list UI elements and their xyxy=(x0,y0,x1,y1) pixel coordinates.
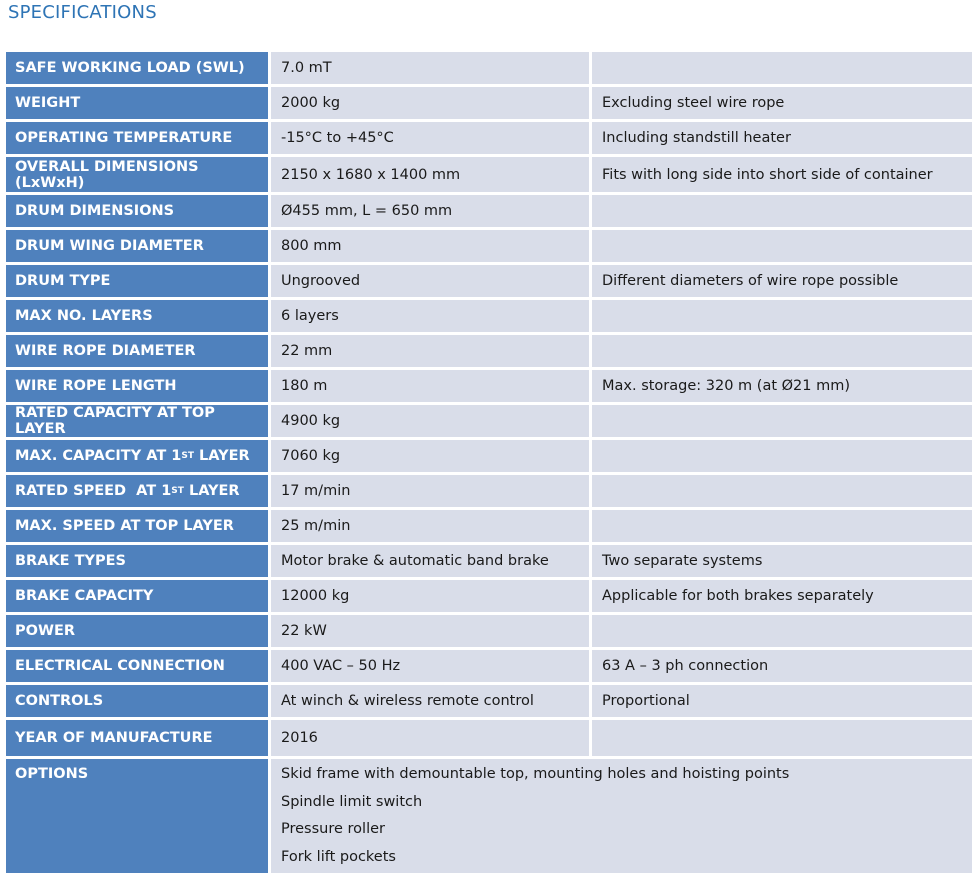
row-label: MAX. SPEED AT TOP LAYER xyxy=(6,510,268,542)
row-label: POWER xyxy=(6,615,268,647)
row-note: Max. storage: 320 m (at Ø21 mm) xyxy=(592,370,972,402)
row-note xyxy=(592,52,972,84)
row-label-text: RATED SPEED AT 1 xyxy=(15,483,172,499)
row-label: RATED CAPACITY AT TOP LAYER xyxy=(6,405,268,437)
row-value: 2016 xyxy=(271,720,589,756)
row-label: OVERALL DIMENSIONS (LxWxH) xyxy=(6,157,268,192)
spec-row-drum-dimensions xyxy=(6,195,972,227)
row-value: 400 VAC – 50 Hz xyxy=(271,650,589,682)
row-value: 7060 kg xyxy=(271,440,589,472)
row-label: DRUM DIMENSIONS xyxy=(6,195,268,227)
spec-row-drum-type xyxy=(6,265,972,297)
row-label: BRAKE CAPACITY xyxy=(6,580,268,612)
list-item: Pressure roller xyxy=(281,821,385,837)
spec-row-max-speed-top xyxy=(6,510,972,542)
row-note xyxy=(592,720,972,756)
row-label: DRUM WING DIAMETER xyxy=(6,230,268,262)
row-note xyxy=(592,195,972,227)
row-value: 2000 kg xyxy=(271,87,589,119)
row-note: Proportional xyxy=(592,685,972,717)
row-note xyxy=(592,230,972,262)
row-note: Two separate systems xyxy=(592,545,972,577)
list-item: Fork lift pockets xyxy=(281,848,396,865)
row-value: Ø455 mm, L = 650 mm xyxy=(271,195,589,227)
spec-row-brake-types xyxy=(6,545,972,577)
row-value: 800 mm xyxy=(271,230,589,262)
row-label: DRUM TYPE xyxy=(6,265,268,297)
row-note xyxy=(592,405,972,437)
page-title: SPECIFICATIONS xyxy=(8,2,157,23)
row-label: WIRE ROPE LENGTH xyxy=(6,370,268,402)
options-list xyxy=(271,759,972,873)
row-value: 22 kW xyxy=(271,615,589,647)
spec-row-electrical-connection xyxy=(6,650,972,682)
spec-row-operating-temperature xyxy=(6,122,972,154)
row-value: 6 layers xyxy=(271,300,589,332)
row-value: -15°C to +45°C xyxy=(271,122,589,154)
row-value: 4900 kg xyxy=(271,405,589,437)
spec-row-brake-capacity xyxy=(6,580,972,612)
spec-row-controls xyxy=(6,685,972,717)
row-note xyxy=(592,440,972,472)
row-label-text: MAX. CAPACITY AT 1 xyxy=(15,448,182,464)
row-label-suffix: LAYER xyxy=(183,483,240,499)
row-note xyxy=(592,510,972,542)
row-value: Motor brake & automatic band brake xyxy=(271,545,589,577)
row-value: 17 m/min xyxy=(271,475,589,507)
row-label: OPTIONS xyxy=(6,759,268,873)
row-label: MAX. CAPACITY AT 1 ST LAYER xyxy=(6,440,268,472)
row-label: WIRE ROPE DIAMETER xyxy=(6,335,268,367)
spec-row-options xyxy=(6,759,972,873)
spec-row-wire-rope-length xyxy=(6,370,972,402)
row-note: Applicable for both brakes separately xyxy=(592,580,972,612)
spec-row-weight xyxy=(6,87,972,119)
row-label: ELECTRICAL CONNECTION xyxy=(6,650,268,682)
row-label: OPERATING TEMPERATURE xyxy=(6,122,268,154)
spec-row-rated-capacity-top xyxy=(6,405,972,437)
row-label: WEIGHT xyxy=(6,87,268,119)
list-item: Spindle limit switch xyxy=(281,793,423,810)
row-note xyxy=(592,475,972,507)
spec-row-wire-rope-diameter xyxy=(6,335,972,367)
row-label-suffix: LAYER xyxy=(194,448,250,464)
spec-row-power xyxy=(6,615,972,647)
row-label: BRAKE TYPES xyxy=(6,545,268,577)
row-note: Including standstill heater xyxy=(592,122,972,154)
row-note: 63 A – 3 ph connection xyxy=(592,650,972,682)
row-label: SAFE WORKING LOAD (SWL) xyxy=(6,52,268,84)
spec-row-drum-wing-diameter xyxy=(6,230,972,262)
row-value: 2150 x 1680 x 1400 mm xyxy=(271,157,589,192)
spec-row-max-layers xyxy=(6,300,972,332)
spec-row-swl xyxy=(6,52,972,84)
row-note: Fits with long side into short side of container xyxy=(592,157,972,192)
list-item: Skid frame with demountable top, mounting holes and hoisting points xyxy=(281,766,790,782)
spec-row-year-of-manufacture xyxy=(6,720,972,756)
row-label: MAX NO. LAYERS xyxy=(6,300,268,332)
row-value: 180 m xyxy=(271,370,589,402)
row-value: At winch & wireless remote control xyxy=(271,685,589,717)
row-value: 12000 kg xyxy=(271,580,589,612)
spec-row-overall-dimensions xyxy=(6,157,972,192)
spec-table xyxy=(6,52,972,876)
spec-row-max-capacity-first xyxy=(6,440,972,472)
row-label: RATED SPEED AT 1 ST LAYER xyxy=(6,475,268,507)
row-note xyxy=(592,335,972,367)
row-value: 22 mm xyxy=(271,335,589,367)
row-note xyxy=(592,615,972,647)
row-note: Different diameters of wire rope possible xyxy=(592,265,972,297)
row-value: 25 m/min xyxy=(271,510,589,542)
row-value: 7.0 mT xyxy=(271,52,589,84)
spec-row-rated-speed-first xyxy=(6,475,972,507)
row-value: Ungrooved xyxy=(271,265,589,297)
row-note: Excluding steel wire rope xyxy=(592,87,972,119)
row-label: CONTROLS xyxy=(6,685,268,717)
row-note xyxy=(592,300,972,332)
row-label: YEAR OF MANUFACTURE xyxy=(6,720,268,756)
